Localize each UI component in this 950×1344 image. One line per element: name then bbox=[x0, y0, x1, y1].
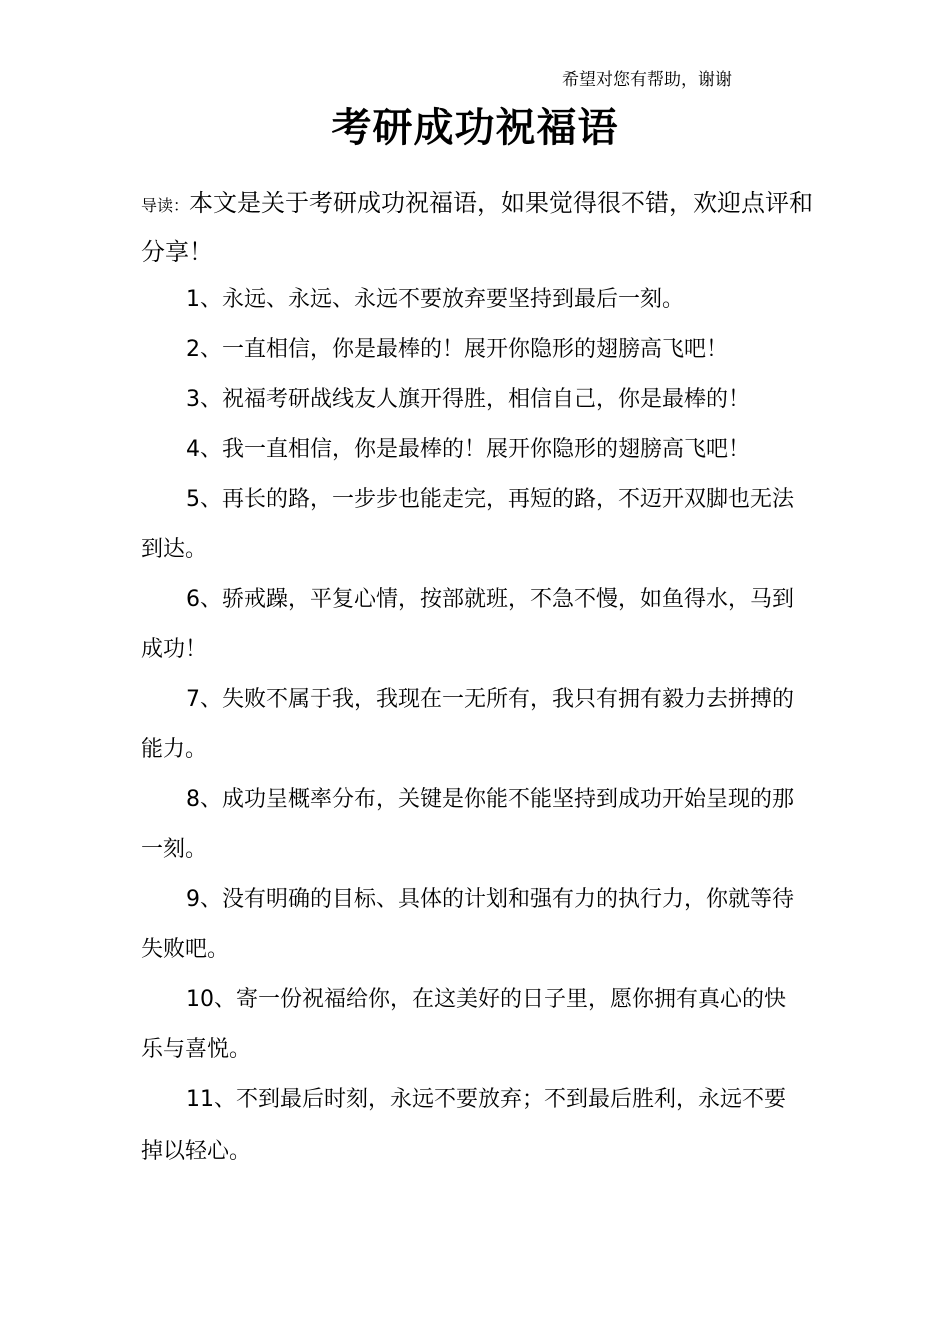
list-item: 6、骄戒躁，平复心情，按部就班，不急不慢，如鱼得水，马到成功！ bbox=[141, 587, 794, 662]
page-title: 考研成功祝福语 bbox=[331, 105, 619, 151]
list-item: 5、再长的路，一步步也能走完，再短的路，不迈开双脚也无法到达。 bbox=[141, 487, 794, 562]
list-item: 8、成功呈概率分布，关键是你能不能坚持到成功开始呈现的那一刻。 bbox=[141, 787, 794, 862]
list-item: 11、不到最后时刻，永远不要放弃；不到最后胜利，永远不要 bbox=[186, 1087, 786, 1112]
list-item: 7、失败不属于我，我现在一无所有，我只有拥有毅力去拼搏的能力。 bbox=[141, 687, 794, 762]
header-note: 希望对您有帮助，谢谢 bbox=[562, 70, 732, 90]
intro-text: 本文是关于考研成功祝福语，如果觉得很不错，欢迎点评和分享！ bbox=[141, 189, 814, 266]
list-item: 2、一直相信，你是最棒的！展开你隐形的翅膀高飞吧！ bbox=[186, 337, 728, 362]
blessing-list bbox=[141, 275, 806, 1177]
list-item: 3、祝福考研战线友人旗开得胜，相信自己，你是最棒的！ bbox=[186, 387, 750, 412]
list-item: 9、没有明确的目标、具体的计划和强有力的执行力，你就等待失败吧。 bbox=[141, 887, 794, 962]
list-item: 1、永远、永远、永远不要放弃要坚持到最后一刻。 bbox=[186, 287, 684, 312]
list-item: 10、寄一份祝福给你，在这美好的日子里，愿你拥有真心的快乐与喜悦。 bbox=[141, 987, 786, 1062]
list-item-continuation: 掉以轻心。 bbox=[141, 1139, 252, 1164]
intro-label: 导读： bbox=[141, 196, 190, 215]
list-item: 4、我一直相信，你是最棒的！展开你隐形的翅膀高飞吧！ bbox=[186, 437, 750, 462]
intro-paragraph bbox=[141, 180, 821, 275]
